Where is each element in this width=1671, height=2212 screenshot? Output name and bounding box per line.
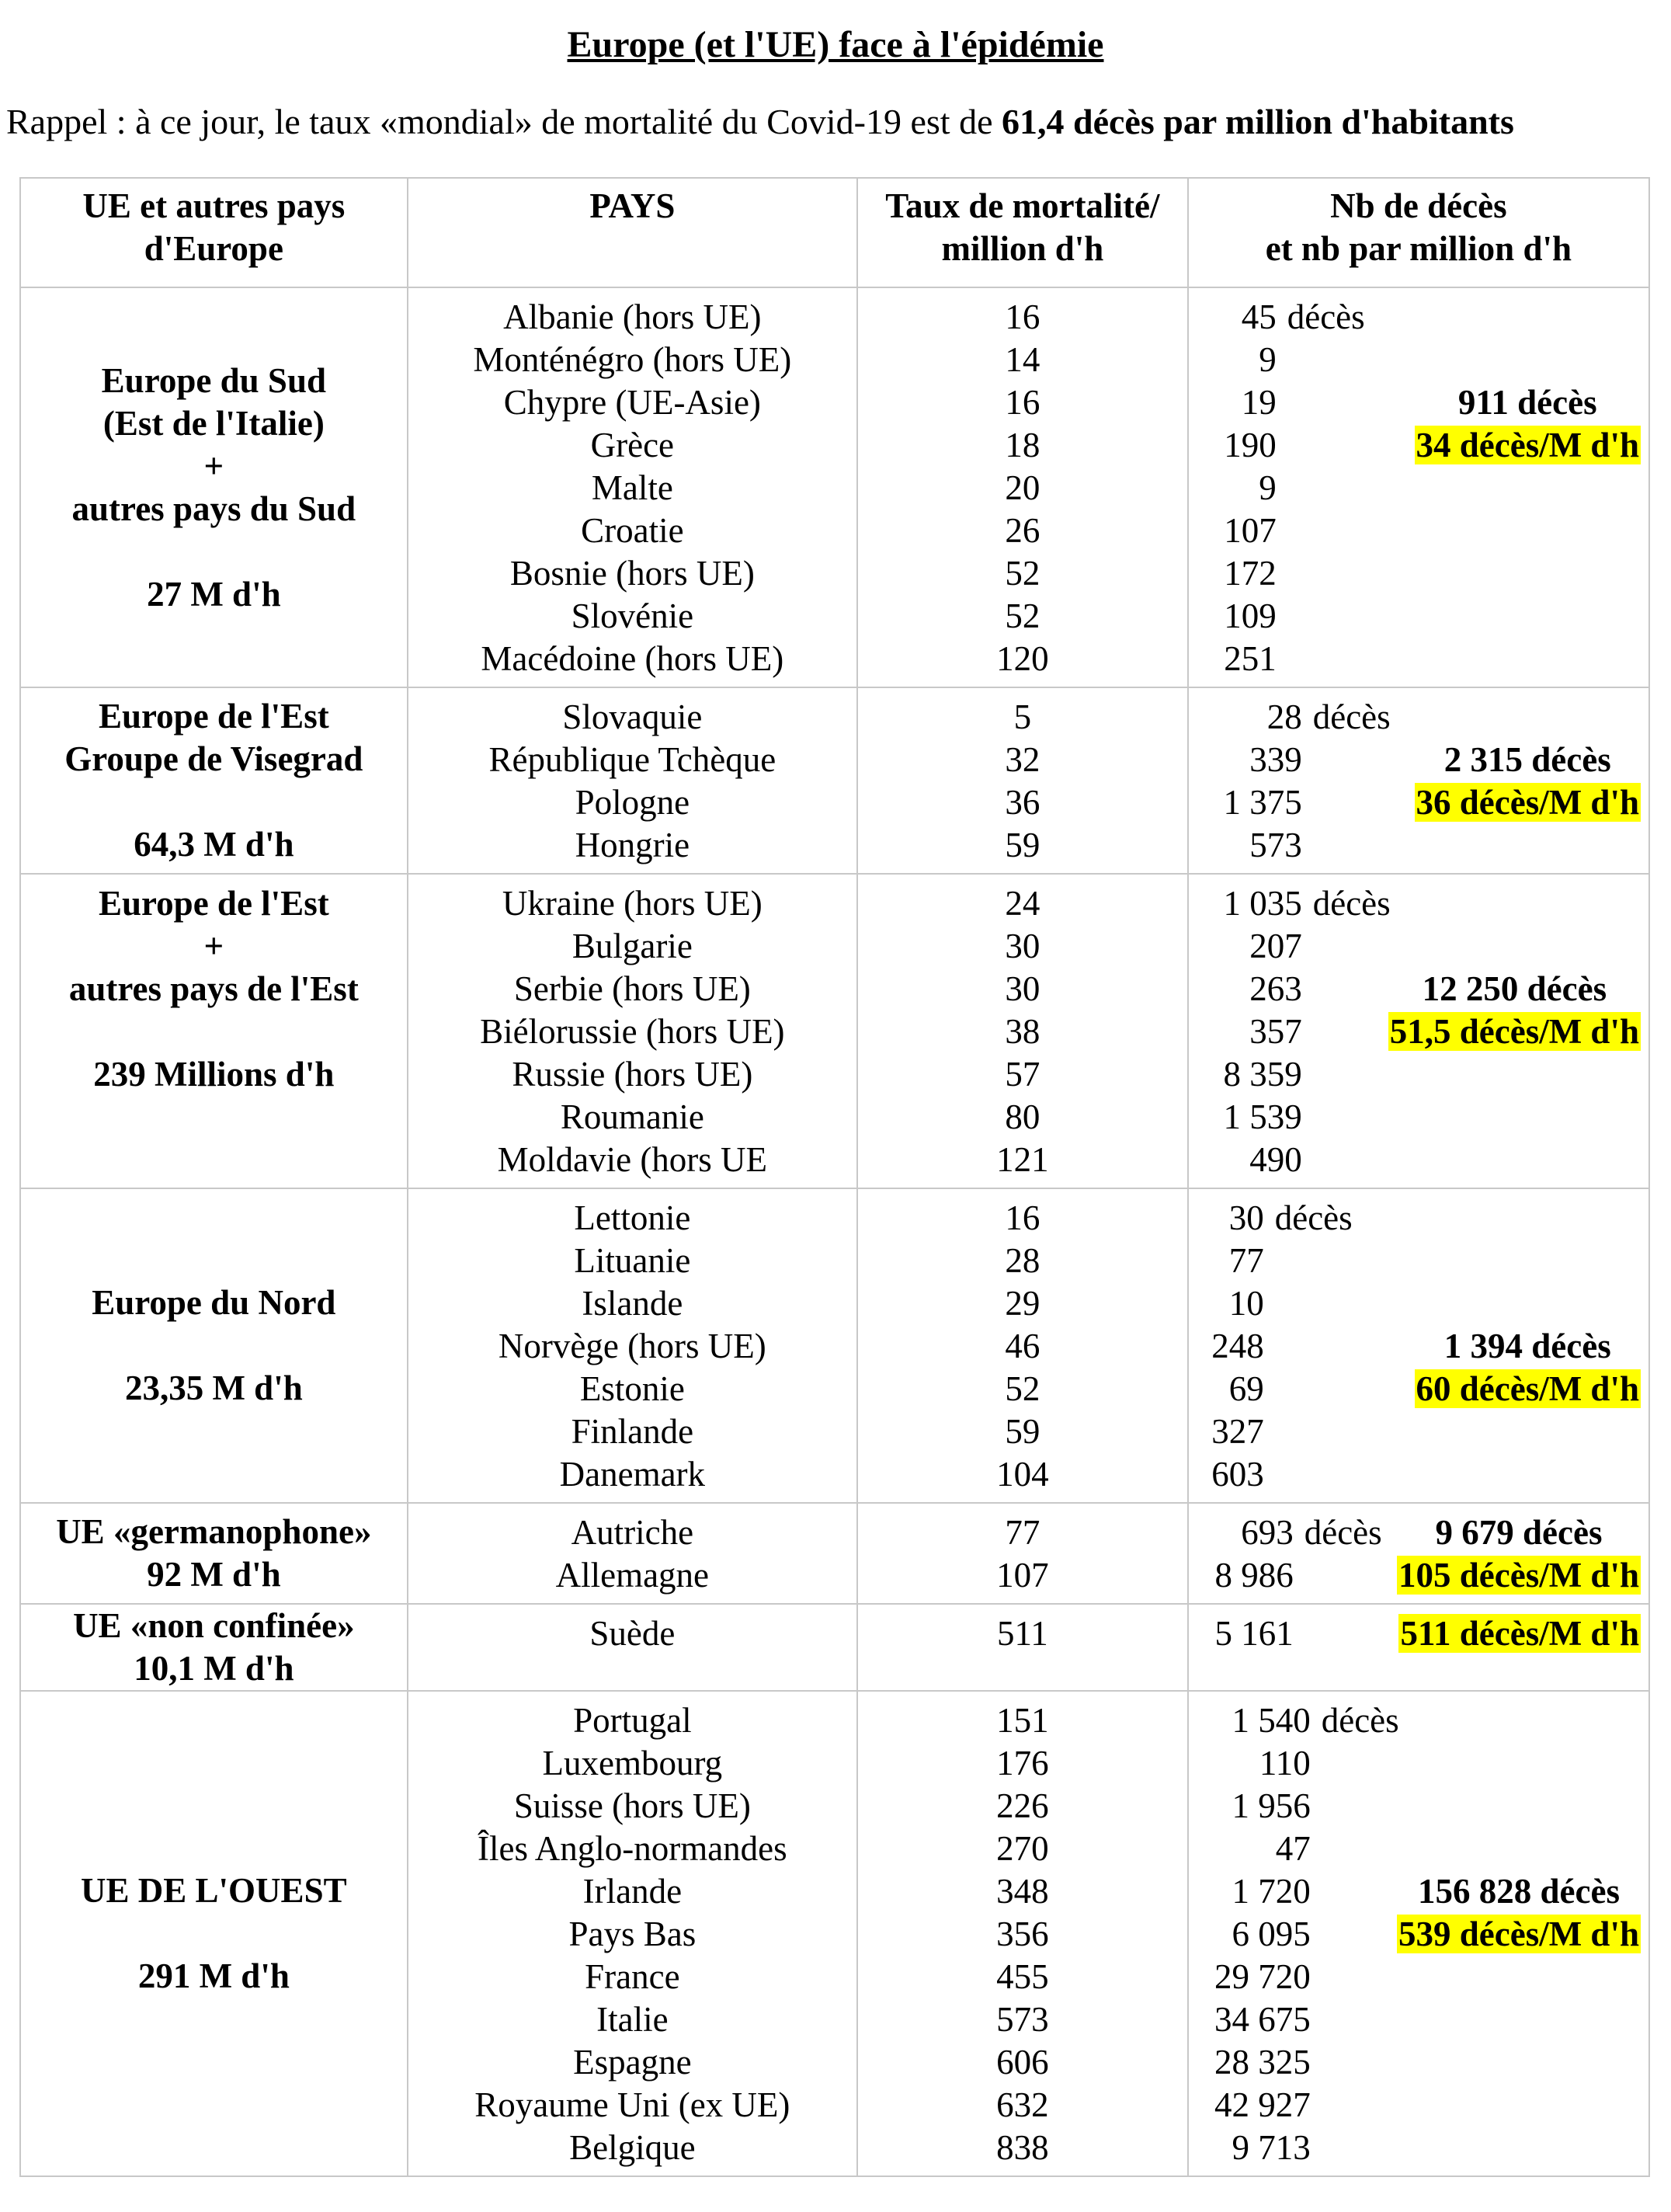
region-label: Europe de l'Est (98, 697, 329, 736)
section-summary (1415, 739, 1641, 824)
mortality-rate: 59 (1005, 1412, 1040, 1451)
death-count-line (1199, 1197, 1648, 1240)
mortality-rate: 151 (996, 1701, 1049, 1740)
deaths-per-million-value: 60 décès/M d'h (1416, 1369, 1639, 1408)
country-cell (408, 1691, 857, 2176)
mortality-rate: 104 (996, 1455, 1049, 1494)
death-count-line (1199, 2127, 1648, 2169)
mortality-rate: 28 (1005, 1241, 1040, 1280)
region-label (21, 1010, 407, 1053)
death-count: 1 539 (1223, 1097, 1302, 1136)
total-deaths: 2 315 décès (1443, 740, 1611, 779)
deaths-cell (1188, 687, 1649, 874)
region-label: autres pays de l'Est (68, 969, 359, 1008)
death-count-line (1199, 824, 1648, 867)
mortality-rate: 120 (996, 639, 1049, 678)
column-header-line: Taux de mortalité/ (885, 186, 1160, 225)
death-count: 28 (1266, 697, 1302, 736)
deaths-cell (1188, 1188, 1649, 1503)
mortality-rate: 348 (996, 1872, 1049, 1911)
section-summary (1388, 968, 1641, 1053)
country-cell (408, 1604, 857, 1691)
country-name: Norvège (hors UE) (498, 1327, 766, 1365)
section-summary (1415, 1325, 1641, 1410)
death-count: 190 (1224, 426, 1277, 464)
total-deaths: 9 679 décès (1435, 1513, 1603, 1552)
deaths-suffix: décès (1321, 1701, 1399, 1740)
country-name: Bulgarie (571, 927, 693, 965)
country-name: Italie (596, 2000, 669, 2039)
death-count: 47 (1275, 1829, 1311, 1868)
deaths-cell (1188, 1604, 1649, 1691)
region-label: 291 M d'h (137, 1956, 290, 1995)
mortality-rate: 226 (996, 1786, 1049, 1825)
country-name: Moldavie (hors UE (497, 1140, 768, 1179)
death-count: 10 (1228, 1284, 1264, 1323)
death-count: 107 (1224, 511, 1277, 550)
region-label: 64,3 M d'h (134, 825, 294, 864)
death-count: 6 095 (1232, 1915, 1311, 1953)
country-name: Finlande (571, 1412, 694, 1451)
section-row (20, 1604, 1649, 1691)
country-name: Bosnie (hors UE) (509, 554, 755, 593)
deaths-per-million-value: 511 décès/M d'h (1400, 1614, 1639, 1653)
death-count: 251 (1224, 639, 1277, 678)
death-count-line (1199, 510, 1648, 552)
mortality-rate: 52 (1005, 596, 1040, 635)
country-name: Hongrie (575, 826, 690, 864)
region-label: 239 Millions d'h (93, 1055, 335, 1094)
country-name: Malte (591, 468, 673, 507)
rate-cell (857, 1691, 1188, 2176)
rate-cell (857, 687, 1188, 874)
death-count: 357 (1249, 1012, 1302, 1051)
column-header-line: PAYS (589, 186, 676, 225)
death-count-line (1199, 1956, 1648, 1998)
death-count-line (1199, 1453, 1648, 1496)
death-count: 8 986 (1214, 1556, 1294, 1595)
death-count: 29 720 (1214, 1957, 1311, 1996)
death-count-line (1199, 1096, 1648, 1139)
region-label: UE «germanophone» (56, 1512, 372, 1551)
death-count: 1 720 (1232, 1872, 1311, 1911)
rate-cell (857, 1188, 1188, 1503)
death-count: 490 (1249, 1140, 1302, 1179)
mortality-rate: 18 (1005, 426, 1040, 464)
death-count: 34 675 (1214, 2000, 1311, 2039)
country-name: Îles Anglo-normandes (478, 1829, 787, 1868)
country-name: Luxembourg (542, 1744, 723, 1782)
mortality-rate: 36 (1005, 783, 1040, 822)
death-count: 5 161 (1214, 1614, 1294, 1653)
mortality-rate: 80 (1005, 1097, 1040, 1136)
death-count: 207 (1249, 927, 1302, 965)
mortality-rate: 107 (996, 1556, 1049, 1595)
rate-cell (857, 874, 1188, 1188)
country-name: Islande (582, 1284, 683, 1323)
total-deaths: 1 394 décès (1443, 1327, 1611, 1365)
section-summary (1397, 1511, 1641, 1597)
country-name: Pologne (575, 783, 690, 822)
deaths-per-million (1415, 1368, 1641, 1410)
country-name: Monténégro (hors UE) (473, 340, 792, 379)
section-row (20, 287, 1649, 687)
section-row (20, 1503, 1649, 1604)
death-count-line (1199, 696, 1648, 739)
death-count-line (1199, 467, 1648, 510)
country-name: Autriche (571, 1513, 694, 1552)
region-label: Europe de l'Est (98, 884, 329, 923)
country-name: Portugal (573, 1701, 692, 1740)
deaths-suffix: décès (1287, 297, 1365, 336)
mortality-rate: 511 (996, 1614, 1048, 1653)
rate-cell (857, 1503, 1188, 1604)
mortality-rate: 16 (1005, 1198, 1040, 1237)
rate-cell (857, 1604, 1188, 1691)
column-header-line: d'Europe (144, 229, 283, 268)
mortality-rate: 5 (1013, 697, 1032, 736)
deaths-per-million-value: 105 décès/M d'h (1398, 1556, 1639, 1595)
death-count: 1 956 (1232, 1786, 1311, 1825)
death-count-line (1199, 925, 1648, 968)
death-count-line (1199, 2084, 1648, 2127)
deaths-per-million-value: 36 décès/M d'h (1416, 783, 1639, 822)
death-count: 248 (1211, 1327, 1264, 1365)
country-name: France (585, 1957, 680, 1996)
region-label: autres pays du Sud (71, 489, 356, 528)
document-title: Europe (et l'UE) face à l'épidémie (567, 24, 1104, 65)
country-name: Suisse (hors UE) (513, 1786, 751, 1825)
country-name: Macédoine (hors UE) (481, 639, 784, 678)
mortality-rate: 52 (1005, 1369, 1040, 1408)
section-row (20, 874, 1649, 1188)
country-name: Russie (hors UE) (512, 1055, 753, 1094)
death-count: 45 (1241, 297, 1277, 336)
mortality-rate: 838 (996, 2128, 1049, 2167)
death-count-line (1199, 1742, 1648, 1785)
death-count-line (1199, 595, 1648, 638)
mortality-rate: 632 (996, 2085, 1049, 2124)
subtitle-bold: 61,4 décès par million d'habitants (1002, 102, 1514, 141)
region-label: + (203, 927, 224, 965)
mortality-rate: 20 (1005, 468, 1040, 507)
mortality-rate: 16 (1005, 383, 1040, 422)
mortality-table (19, 177, 1650, 2177)
deaths-suffix: décès (1312, 697, 1391, 736)
death-count: 9 (1259, 468, 1277, 507)
region-cell (20, 1604, 408, 1691)
section-row (20, 687, 1649, 874)
mortality-rate: 270 (996, 1829, 1049, 1868)
region-label (21, 1324, 407, 1367)
death-count-line (1199, 552, 1648, 595)
region-cell (20, 1503, 408, 1604)
country-name: Allemagne (555, 1556, 710, 1595)
mortality-rate: 16 (1005, 297, 1040, 336)
country-name: République Tchèque (488, 740, 776, 779)
mortality-rate: 455 (996, 1957, 1049, 1996)
death-count: 172 (1224, 554, 1277, 593)
region-label: Groupe de Visegrad (64, 739, 363, 778)
rate-cell (857, 287, 1188, 687)
country-cell (408, 287, 857, 687)
death-count-line (1199, 1410, 1648, 1453)
total-deaths: 12 250 décès (1422, 969, 1607, 1008)
mortality-rate: 573 (996, 2000, 1049, 2039)
country-name: Serbie (hors UE) (513, 969, 751, 1008)
death-count: 77 (1228, 1241, 1264, 1280)
death-count: 9 713 (1232, 2128, 1311, 2167)
country-name: Estonie (579, 1369, 685, 1408)
deaths-per-million-value: 539 décès/M d'h (1398, 1915, 1639, 1953)
country-name: Grèce (590, 426, 675, 464)
region-label (21, 1912, 407, 1955)
mortality-rate: 57 (1005, 1055, 1040, 1094)
country-name: Albanie (hors UE) (503, 297, 762, 336)
country-name: Irlande (582, 1872, 683, 1911)
death-count: 603 (1211, 1455, 1264, 1494)
mortality-rate: 38 (1005, 1012, 1040, 1051)
death-count: 19 (1241, 383, 1277, 422)
mortality-rate: 59 (1005, 826, 1040, 864)
death-count: 28 325 (1214, 2043, 1311, 2082)
region-label: Europe du Sud (101, 360, 326, 400)
death-count-line (1199, 1053, 1648, 1096)
region-label: (Est de l'Italie) (102, 403, 325, 443)
country-name: Royaume Uni (ex UE) (474, 2085, 790, 2124)
region-label: UE «non confinée» (73, 1606, 355, 1645)
mortality-rate: 46 (1005, 1327, 1040, 1365)
column-header (408, 178, 857, 287)
deaths-cell (1188, 1503, 1649, 1604)
section-summary (1398, 1612, 1641, 1655)
country-name: Croatie (581, 511, 684, 550)
mortality-rate: 29 (1005, 1284, 1040, 1323)
region-label: Europe du Nord (92, 1283, 336, 1322)
deaths-per-million-value: 34 décès/M d'h (1416, 426, 1639, 464)
region-label: 27 M d'h (147, 574, 281, 614)
deaths-per-million (1397, 1913, 1641, 1956)
deaths-per-million (1398, 1612, 1641, 1655)
death-count: 693 (1241, 1513, 1294, 1552)
death-count-line (1199, 1998, 1648, 2041)
death-count: 8 359 (1223, 1055, 1302, 1094)
subtitle (6, 101, 1668, 142)
death-count: 69 (1228, 1369, 1264, 1408)
death-count: 263 (1249, 969, 1302, 1008)
death-count: 109 (1224, 596, 1277, 635)
section-row (20, 1188, 1649, 1503)
region-cell (20, 1691, 408, 2176)
deaths-cell (1188, 874, 1649, 1188)
death-count: 339 (1249, 740, 1302, 779)
column-header (20, 178, 408, 287)
country-cell (408, 874, 857, 1188)
region-cell (20, 287, 408, 687)
region-cell (20, 1188, 408, 1503)
death-count: 30 (1228, 1198, 1264, 1237)
death-count: 1 540 (1232, 1701, 1311, 1740)
region-label: 92 M d'h (147, 1555, 281, 1594)
mortality-rate: 32 (1005, 740, 1040, 779)
column-header-line: million d'h (941, 229, 1104, 268)
deaths-cell (1188, 1691, 1649, 2176)
death-count: 9 (1259, 340, 1277, 379)
death-count-line (1199, 1139, 1648, 1181)
country-name: Roumanie (560, 1097, 704, 1136)
deaths-per-million (1388, 1010, 1641, 1053)
death-count-line (1199, 339, 1648, 381)
death-count-line (1199, 638, 1648, 680)
deaths-suffix: décès (1312, 884, 1391, 923)
subtitle-text: Rappel : à ce jour, le taux «mondial» de mortalité du Covid-19 est de (6, 102, 1002, 141)
death-count-line (1199, 882, 1648, 925)
death-count: 110 (1259, 1744, 1311, 1782)
death-count: 573 (1249, 826, 1302, 864)
region-cell (20, 874, 408, 1188)
deaths-per-million-value: 51,5 décès/M d'h (1389, 1012, 1639, 1051)
death-count-line (1199, 1699, 1648, 1742)
death-count-line (1199, 1785, 1648, 1828)
mortality-rate: 26 (1005, 511, 1040, 550)
death-count-line (1199, 1282, 1648, 1325)
deaths-cell (1188, 287, 1649, 687)
death-count: 327 (1211, 1412, 1264, 1451)
column-header-line: et nb par million d'h (1265, 229, 1572, 268)
country-name: Lettonie (574, 1198, 691, 1237)
death-count-line (1199, 1828, 1648, 1870)
death-count: 1 375 (1223, 783, 1302, 822)
country-name: Chypre (UE-Asie) (503, 383, 761, 422)
mortality-rate: 52 (1005, 554, 1040, 593)
death-count: 1 035 (1223, 884, 1302, 923)
region-label: + (203, 446, 224, 485)
mortality-rate: 121 (996, 1140, 1049, 1179)
region-label: 23,35 M d'h (124, 1369, 303, 1407)
country-cell (408, 1188, 857, 1503)
mortality-rate: 606 (996, 2043, 1049, 2082)
country-name: Danemark (559, 1455, 706, 1494)
mortality-rate: 30 (1005, 927, 1040, 965)
country-name: Slovaquie (562, 697, 703, 736)
country-cell (408, 1503, 857, 1604)
column-header-line: UE et autres pays (82, 186, 346, 225)
header-row (20, 178, 1649, 287)
region-label (21, 781, 407, 823)
deaths-per-million (1415, 781, 1641, 824)
country-cell (408, 687, 857, 874)
country-name: Ukraine (hors UE) (502, 884, 763, 923)
mortality-rate: 14 (1005, 340, 1040, 379)
deaths-per-million (1397, 1554, 1641, 1597)
country-name: Suède (589, 1614, 676, 1653)
section-summary (1415, 381, 1641, 467)
death-count-line (1199, 296, 1648, 339)
section-row (20, 1691, 1649, 2176)
death-count-line (1199, 2041, 1648, 2084)
country-name: Biélorussie (hors UE) (480, 1012, 785, 1051)
region-cell (20, 687, 408, 874)
total-deaths: 156 828 décès (1418, 1872, 1620, 1911)
death-count-line (1199, 1240, 1648, 1282)
country-name: Belgique (569, 2128, 696, 2167)
mortality-rate: 77 (1005, 1513, 1040, 1552)
region-label: 10,1 M d'h (134, 1649, 294, 1688)
country-name: Espagne (573, 2043, 692, 2082)
mortality-rate: 30 (1005, 969, 1040, 1008)
country-name: Slovénie (571, 596, 694, 635)
column-header-line: Nb de décès (1330, 186, 1507, 225)
mortality-rate: 24 (1005, 884, 1040, 923)
deaths-suffix: décès (1274, 1198, 1353, 1237)
mortality-rate: 356 (996, 1915, 1049, 1953)
column-header (857, 178, 1188, 287)
death-count: 42 927 (1214, 2085, 1311, 2124)
country-name: Lituanie (574, 1241, 691, 1280)
deaths-suffix: décès (1304, 1513, 1382, 1552)
deaths-per-million (1415, 424, 1641, 467)
total-deaths: 911 décès (1457, 383, 1597, 422)
mortality-rate: 176 (996, 1744, 1049, 1782)
region-label: UE DE L'OUEST (81, 1871, 347, 1910)
region-label (21, 530, 407, 573)
country-name: Pays Bas (568, 1915, 697, 1953)
section-summary (1397, 1870, 1641, 1956)
column-header (1188, 178, 1649, 287)
